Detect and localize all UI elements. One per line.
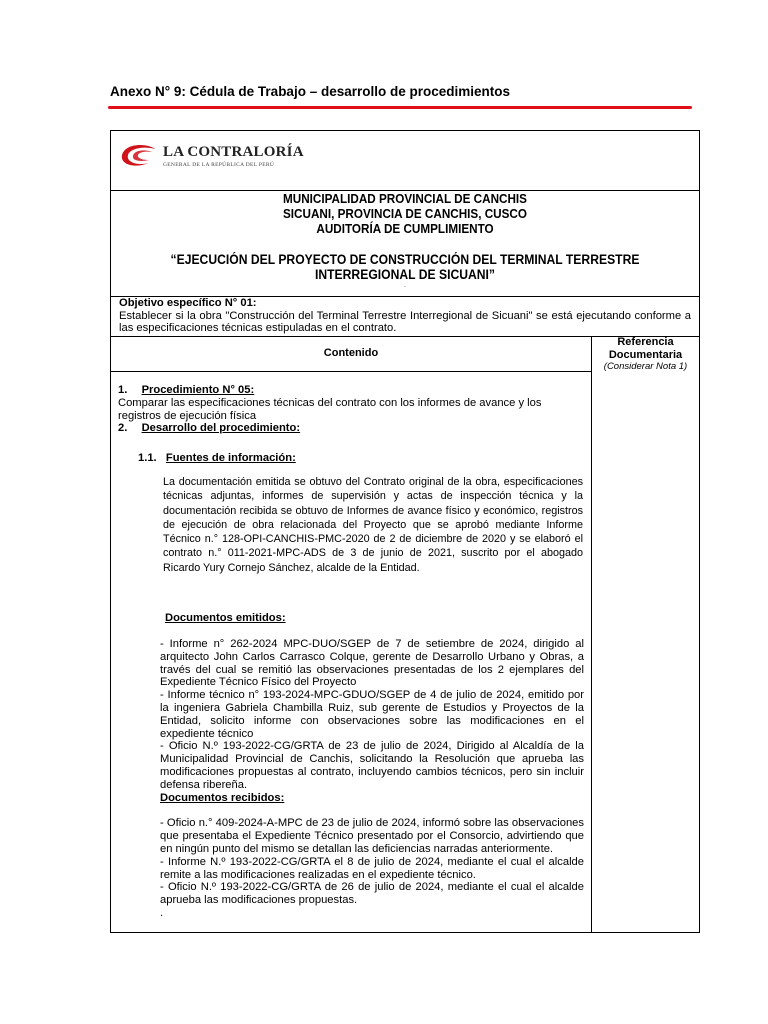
logo-name: LA CONTRALORÍA: [163, 143, 304, 160]
recibido-item: - Oficio N.º 193-2022-CG/GRTA de 26 de julio de 2024, mediante el cual el alcalde aprueba las modificaciones propuestas.: [160, 881, 584, 907]
emitido-item: - Informe n° 262-2024 MPC-DUO/SGEP de 7 de setiembre de 2024, dirigido al arquitecto John Carlos Carrasco Colque, gerente de Desarrollo Urbano y Obras, a través del cual se remitió las observaciones presentadas de los 2 ejemplares del Expediente Técnico Físico del Proyecto: [160, 638, 584, 689]
development-number: 2.: [118, 422, 128, 435]
org-heading: [111, 191, 699, 289]
objetivo-label: Objetivo específico N° 01:: [119, 297, 257, 309]
emitidos-list: [160, 638, 584, 920]
ref-header-line-1: Referencia: [617, 336, 674, 348]
logo-subtitle: GENERAL DE LA REPÚBLICA DEL PERÚ: [163, 161, 275, 168]
emitidos-label: Documentos emitidos:: [165, 612, 286, 624]
recibido-item: - Informe N.º 193-2022-CG/GRTA el 8 de julio de 2024, mediante el cual el alcalde remite a las modificaciones realizadas en el expediente técnico.: [160, 855, 584, 881]
work-sheet-table: [110, 130, 700, 933]
objetivo-block: [119, 297, 691, 335]
header-divider: [108, 106, 692, 109]
column-header-contenido: Contenido: [323, 347, 379, 359]
recibidos-label: Documentos recibidos:: [160, 791, 285, 804]
org-line-3: AUDITORÍA DE CUMPLIMIENTO: [316, 221, 494, 236]
procedure-number: 1.: [118, 384, 128, 396]
objetivo-text: Establecer si la obra "Construcción del Terminal Terrestre Interregional de Sicuani" se está ejecutando conforme a las especificaciones técnicas estipuladas en el contrato.: [119, 309, 691, 334]
fuentes-label: Fuentes de información:: [165, 452, 296, 464]
fuentes-text: La documentación emitida se obtuvo del Contrato original de la obra, especificaciones técnicas adjuntas, informes de supervisión y actas de inspección técnica y la documentación recibida se obtuvo de Informes de avance físico y económico, registros de ejecución de obra relacionada del Proyecto que se aprobó mediante Informe Técnico n.° 128-OPI-CANCHIS-PMC-2020 de 2 de diciembre de 2020 y se elaboró el contrato n.° 011-2021-MPC-ADS de 3 de junio de 2021, suscrito por el abogado Ricardo Yury Cornejo Sánchez, alcalde de la Entidad.: [163, 476, 583, 574]
ref-header-note: (Considerar Nota 1): [603, 361, 688, 372]
procedure-section: [118, 384, 584, 435]
column-divider: [591, 336, 592, 933]
procedure-heading: [118, 384, 584, 397]
document-title: Anexo N° 9: Cédula de Trabajo – desarrollo de procedimientos: [110, 84, 510, 99]
contraloria-swoosh-icon: [119, 143, 159, 169]
procedure-label: Procedimiento N° 05:: [141, 384, 255, 396]
project-title-line-2: INTERREGIONAL DE SICUANI”: [314, 267, 495, 282]
recibido-item: - Oficio n.° 409-2024-A-MPC de 23 de julio de 2024, informó sobre las observaciones que presentaba el Expediente Técnico presentado por el Consorcio, advirtiendo que en ningún punto del mismo se detallan las deficiencias narradas anteriormente.: [160, 817, 584, 855]
development-label: Desarrollo del procedimiento:: [141, 422, 301, 435]
project-title-line-1: “EJECUCIÓN DEL PROYECTO DE CONSTRUCCIÓN DEL TERMINAL TERRESTRE: [170, 252, 640, 267]
separator-dot: .: [404, 283, 406, 289]
fuentes-heading: [138, 452, 296, 465]
column-header-referencia: [592, 336, 699, 374]
emitido-item: - Informe técnico n° 193-2024-MPC-GDUO/SGEP de 4 de julio de 2024, emitido por la ingeniera Gabriela Chambilla Ruiz, sub gerente de Estudios y Proyectos de la Entidad, solicito informe con observaciones sobre las modificaciones en el expediente técnico: [160, 689, 584, 740]
trailing-dot: .: [160, 906, 164, 919]
ref-header-line-2: Documentaria: [608, 348, 683, 361]
org-line-1: MUNICIPALIDAD PROVINCIAL DE CANCHIS: [283, 191, 527, 206]
emitido-item: - Oficio N.º 193-2022-CG/GRTA de 23 de julio de 2024, Dirigido al Alcaldía de la Municipalidad Provincial de Canchis, solicitando la Resolución que aprueba las modificaciones propuestas al contrato, incluyendo cambios técnicos, pero sin incluir defensa ribereña.: [160, 740, 584, 791]
development-heading: [118, 422, 584, 435]
fuentes-number: 1.1.: [138, 452, 157, 464]
org-line-2: SICUANI, PROVINCIA DE CANCHIS, CUSCO: [282, 206, 527, 221]
divider: [111, 371, 591, 372]
procedure-text: Comparar las especificaciones técnicas del contrato con los informes de avance y los registros de ejecución física: [118, 396, 542, 422]
contraloria-logo: [119, 143, 304, 169]
